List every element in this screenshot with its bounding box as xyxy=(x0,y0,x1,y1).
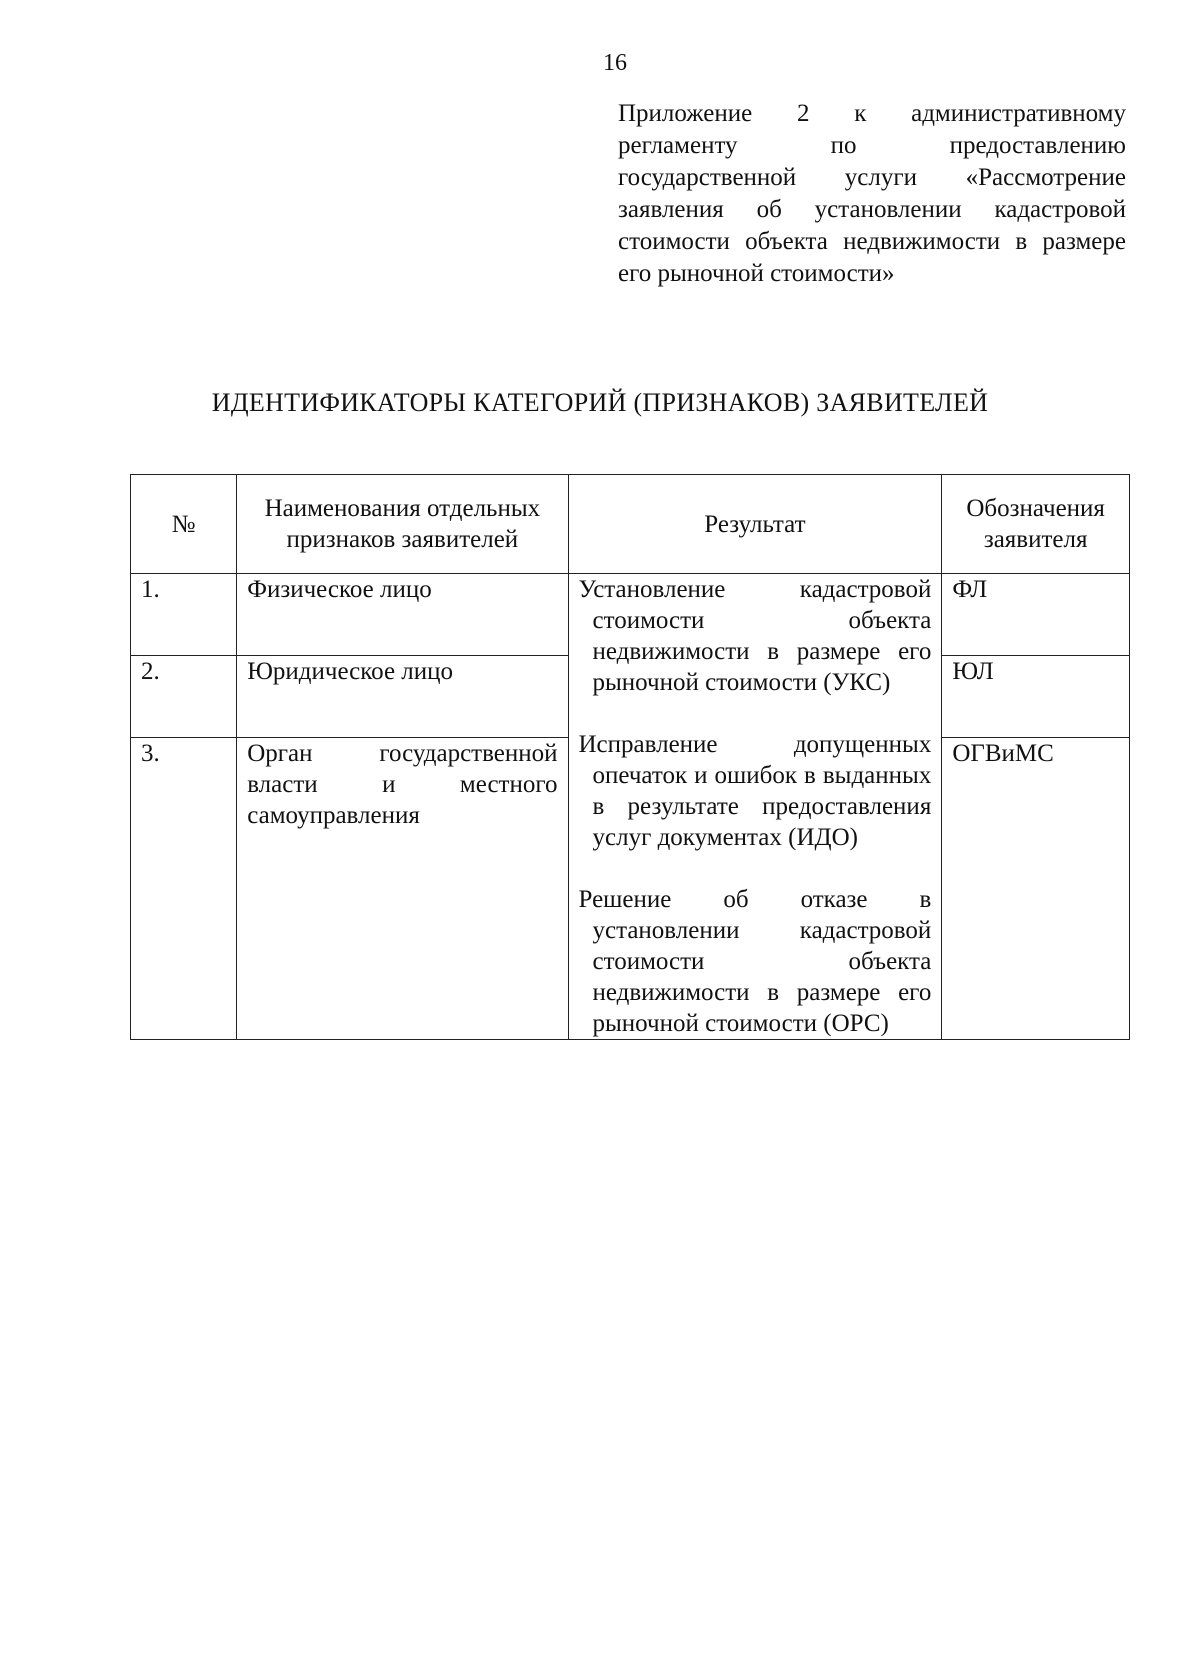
applicant-name: Орган государственной власти и местного самоуправления xyxy=(237,737,568,1039)
header-result: Результат xyxy=(568,475,942,574)
header-applicant-code: Обозначения заявителя xyxy=(942,475,1130,574)
applicant-code: ФЛ xyxy=(942,574,1130,656)
result-spacer xyxy=(579,853,932,884)
header-applicant-attributes: Наименования отдельных признаков заявителей xyxy=(237,475,568,574)
row-number: 2. xyxy=(131,655,237,737)
document-title: ИДЕНТИФИКАТОРЫ КАТЕГОРИЙ (ПРИЗНАКОВ) ЗАЯВИТЕЛЕЙ xyxy=(211,388,989,417)
header-number: № xyxy=(131,475,237,574)
applicant-code: ОГВиМС xyxy=(942,737,1130,1039)
result-spacer xyxy=(579,698,932,729)
applicant-name: Физическое лицо xyxy=(237,574,568,656)
applicant-categories-table xyxy=(130,474,1130,1040)
table-row xyxy=(131,574,1130,656)
result-cell xyxy=(568,574,942,1040)
result-item: Установление кадастровой стоимости объекта недвижимости в размере его рыночной стоимости (УКС) xyxy=(578,576,932,696)
row-number: 3. xyxy=(131,737,237,1039)
result-item: Исправление допущенных опечаток и ошибок в выданных в результате предоставления услуг документах (ИДО) xyxy=(578,731,932,851)
result-item: Решение об отказе в установлении кадастровой стоимости объекта недвижимости в размере его рыночной стоимости (ОРС) xyxy=(578,886,932,1037)
appendix-note: Приложение 2 к административному регламенту по предоставлению государственной услуги «Рассмотрение заявления об установлении кадастровой стоимости объекта недвижимости в размере его рыночной стоимости» xyxy=(618,100,1126,287)
applicant-name: Юридическое лицо xyxy=(237,655,568,737)
page-number: 16 xyxy=(603,50,627,76)
row-number: 1. xyxy=(131,574,237,656)
applicant-code: ЮЛ xyxy=(942,655,1130,737)
table-header-row xyxy=(131,475,1130,574)
